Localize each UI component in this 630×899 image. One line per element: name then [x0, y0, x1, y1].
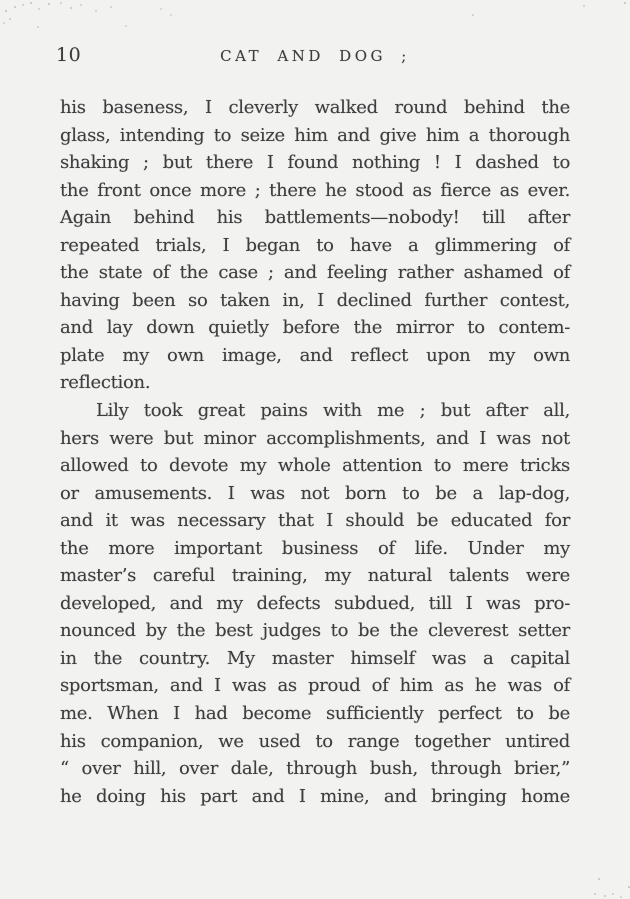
- page-number: 10: [56, 44, 82, 66]
- text-line: sportsman, and I was as proud of him as he was of: [60, 675, 570, 697]
- text-line: shaking ; but there I found nothing ! I dashed to: [60, 152, 570, 174]
- text-line-paragraph-end: reflection.: [60, 372, 151, 394]
- text-line: hers were but minor accomplishments, and I was not: [60, 427, 570, 449]
- text-line: “ over hill, over dale, through bush, through brier,”: [60, 758, 570, 780]
- text-line: the more important business of life. Under my: [60, 537, 570, 559]
- text-line: the state of the case ; and feeling rather ashamed of: [60, 262, 570, 284]
- text-line: he doing his part and I mine, and bringing home: [60, 785, 570, 807]
- scan-speckles-bottom: [0, 0, 2, 2]
- text-line: in the country. My master himself was a capital: [60, 647, 570, 669]
- text-line: his companion, we used to range together untired: [60, 730, 570, 752]
- text-line: glass, intending to seize him and give him a thorough: [60, 124, 570, 146]
- text-line: or amusements. I was not born to be a lap-dog,: [60, 482, 570, 504]
- text-line: master’s careful training, my natural talents were: [60, 565, 570, 587]
- text-line: nounced by the best judges to be the cleverest setter: [60, 620, 570, 642]
- text-line-paragraph-start: Lily took great pains with me ; but after all,: [96, 400, 570, 422]
- text-line: me. When I had become sufficiently perfect to be: [60, 703, 570, 725]
- text-line: repeated trials, I began to have a glimmering of: [60, 234, 570, 256]
- text-line: and it was necessary that I should be educated for: [60, 510, 570, 532]
- page-header-row: [0, 44, 630, 68]
- body-text: [60, 94, 570, 810]
- text-line: and lay down quietly before the mirror to contem-: [60, 317, 570, 339]
- text-line: developed, and my defects subdued, till I was pro-: [60, 592, 570, 614]
- text-line: Again behind his battlements—nobody! till after: [60, 207, 570, 229]
- text-line: plate my own image, and reflect upon my own: [60, 344, 570, 366]
- text-line: the front once more ; there he stood as fierce as ever.: [60, 179, 570, 201]
- text-line: allowed to devote my whole attention to mere tricks: [60, 455, 570, 477]
- text-line: having been so taken in, I declined further contest,: [60, 289, 570, 311]
- text-line: his baseness, I cleverly walked round behind the: [60, 97, 570, 118]
- running-header: CAT AND DOG ;: [220, 47, 410, 65]
